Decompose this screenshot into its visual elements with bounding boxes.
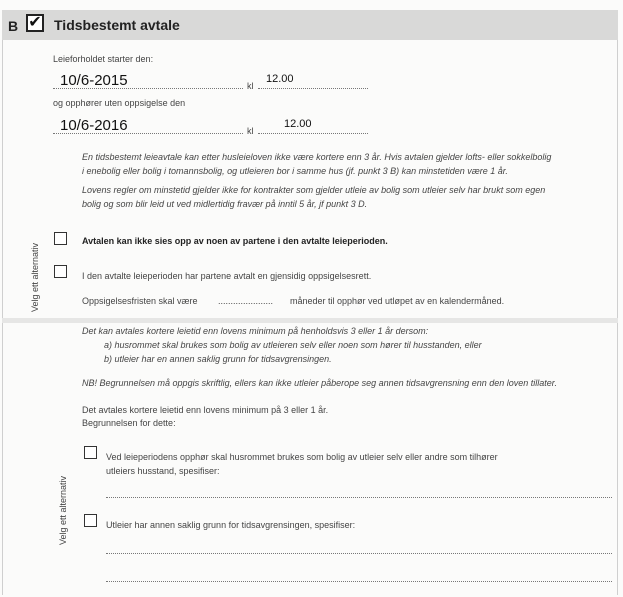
start-time-line	[258, 88, 368, 89]
end-date-line	[53, 133, 243, 134]
shorter-item-b: b) utleier har en annen saklig grunn for tidsavgrensingen.	[104, 354, 332, 364]
shorter-agreed-line2: Begrunnelsen for dette:	[82, 418, 176, 428]
info-para2-line1: Lovens regler om minstetid gjelder ikke for kontrakter som gjelder utleie av bolig som utleier selv har brukt som egen	[82, 185, 546, 195]
alt2-option-a-checkbox[interactable]	[84, 446, 97, 459]
end-kl-label: kl	[247, 126, 254, 136]
section-letter: B	[8, 18, 19, 34]
alt1-option-a-label: Avtalen kan ikke sies opp av noen av partene i den avtalte leieperioden.	[82, 236, 388, 246]
alt2-option-a-specify-line[interactable]	[106, 497, 612, 498]
shorter-intro: Det kan avtales kortere leietid enn lovens minimum på henholdsvis 3 eller 1 år dersom:	[82, 326, 429, 336]
alt1-option-b-checkbox[interactable]	[54, 265, 67, 278]
alt1-option-b-label: I den avtalte leieperioden har partene avtalt en gjensidig oppsigelsesrett.	[82, 271, 372, 281]
alt2-option-b-specify-line-2[interactable]	[106, 581, 612, 582]
start-date-value[interactable]: 10/6-2015	[60, 72, 128, 89]
notice-before: Oppsigelsesfristen skal være	[82, 296, 198, 306]
info-para1-line2: i enebolig eller bolig i tomannsbolig, og utleieren bor i samme hus (jf. punkt 3 B) kan minstetiden være 1 år.	[82, 166, 508, 176]
section-header	[2, 10, 618, 40]
section-checkbox[interactable]: ✔	[26, 14, 44, 32]
alt2-option-b-specify-line-1[interactable]	[106, 553, 612, 554]
end-time-value[interactable]: 12.00	[284, 118, 312, 130]
alt2-vertical-label: Velg ett alternativ	[58, 475, 68, 545]
alt2-option-b-checkbox[interactable]	[84, 514, 97, 527]
end-time-line	[258, 133, 368, 134]
alt2-option-b-label: Utleier har annen saklig grunn for tidsavgrensingen, spesifiser:	[106, 520, 356, 530]
shorter-nb: NB! Begrunnelsen må oppgis skriftlig, ellers kan ikke utleier påberope seg annen tidsavgrensning enn den loven tillater.	[82, 378, 557, 388]
start-kl-label: kl	[247, 81, 254, 91]
shorter-item-a: a) husrommet skal brukes som bolig av utleieren selv eller noen som hører til husstanden, eller	[104, 340, 482, 350]
start-time-value[interactable]: 12.00	[266, 73, 294, 85]
section-title: Tidsbestemt avtale	[54, 17, 180, 33]
section-divider	[2, 318, 618, 323]
alt2-option-a-line1: Ved leieperiodens opphør skal husrommet brukes som bolig av utleier selv eller andre som tilhører	[106, 452, 498, 462]
start-label: Leieforholdet starter den:	[53, 54, 154, 64]
alt2-option-a-line2: utleiers husstand, spesifiser:	[106, 466, 220, 476]
shorter-agreed-line1: Det avtales kortere leietid enn lovens minimum på 3 eller 1 år.	[82, 405, 329, 415]
start-date-line	[53, 88, 243, 89]
info-para1-line1: En tidsbestemt leieavtale kan etter husleieloven ikke være kortere enn 3 år. Hvis avtalen gjelder lofts- eller sokkelbolig	[82, 152, 552, 162]
alt1-vertical-label: Velg ett alternativ	[30, 242, 40, 312]
notice-after: måneder til opphør ved utløpet av en kalendermåned.	[290, 296, 505, 306]
end-label: og opphører uten oppsigelse den	[53, 98, 186, 108]
notice-blank[interactable]: ......................	[218, 296, 274, 306]
end-date-value[interactable]: 10/6-2016	[60, 117, 128, 134]
info-para2-line2: bolig og som blir leid ut ved midlertidig fravær på inntil 5 år, jf punkt 3 D.	[82, 199, 368, 209]
alt1-option-a-checkbox[interactable]	[54, 232, 67, 245]
